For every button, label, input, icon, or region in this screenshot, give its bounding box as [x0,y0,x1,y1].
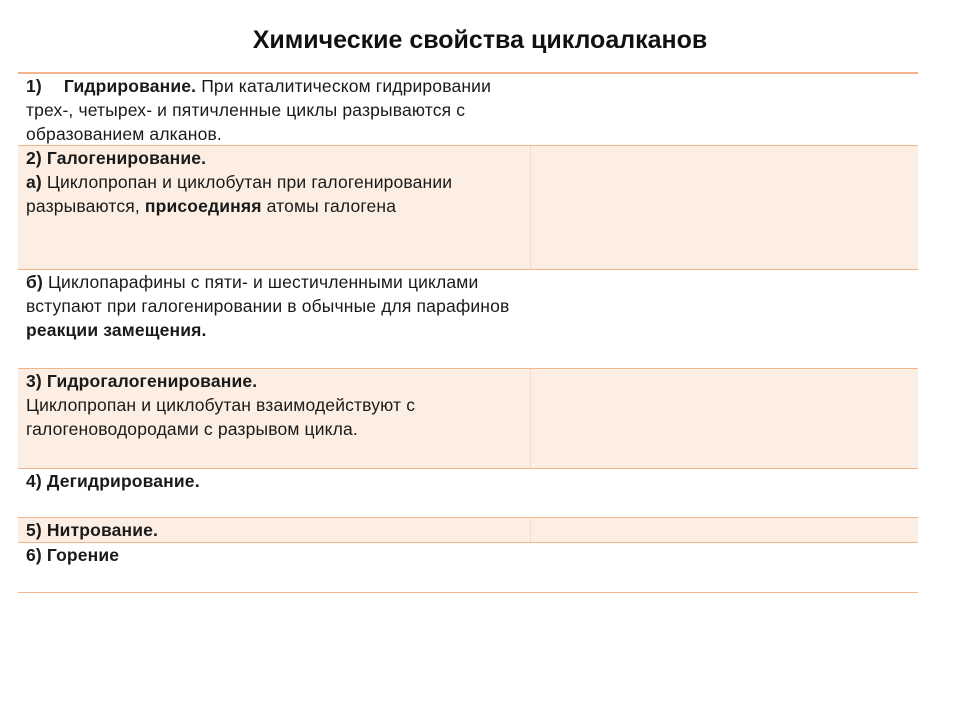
row-emphasis: реакции замещения. [26,320,207,340]
table-row-hydrogenation [18,74,918,146]
row-heading: 6) Горение [26,545,120,565]
row-heading: 3) Гидрогалогенирование. [26,371,258,391]
table-row-halogenation-a [18,146,918,270]
row-text [18,369,530,468]
table-row-nitration [18,518,918,543]
row-text [18,74,530,145]
table-row-hydrohalogenation [18,369,918,469]
row-emphasis: присоединяя [144,196,262,216]
row-empty-cell [530,74,918,145]
row-heading: 5) Нитрование. [26,520,159,540]
row-description: Циклопропан и циклобутан взаимодействуют с галогеноводородами с разрывом цикла. [26,395,416,439]
row-text [18,469,530,517]
row-description: Циклопропан и циклобутан при галогенировании разрываются, [26,172,453,216]
row-empty-cell [530,469,918,517]
row-description: Циклопарафины с пяти- и шестичленными циклами вступают при галогенировании в обычные для парафинов [26,272,510,316]
row-text [18,146,530,269]
row-empty-cell [530,369,918,468]
properties-table [18,72,918,593]
row-number: 1) [26,76,42,96]
row-heading: 4) Дегидрирование. [26,471,200,491]
page-title: Химические свойства циклоалканов [252,26,708,54]
row-text [18,543,530,592]
row-empty-cell [530,270,918,368]
row-empty-cell [530,146,918,269]
table-row-halogenation-b [18,270,918,369]
row-sub-label: б) [26,272,43,292]
table-row-dehydrogenation [18,469,918,518]
row-description: При каталитическом гидрировании трех-, четырех- и пятичленные циклы разрываются с образованием алканов. [26,76,491,144]
table-row-combustion [18,543,918,593]
row-heading: 2) Галогенирование. [26,148,207,168]
row-text [18,270,530,368]
row-empty-cell [530,518,918,542]
row-empty-cell [530,543,918,592]
row-description-end: атомы галогена [266,196,397,216]
row-text [18,518,530,542]
row-heading: Гидрирование. [63,76,197,96]
row-sub-label: а) [26,172,42,192]
